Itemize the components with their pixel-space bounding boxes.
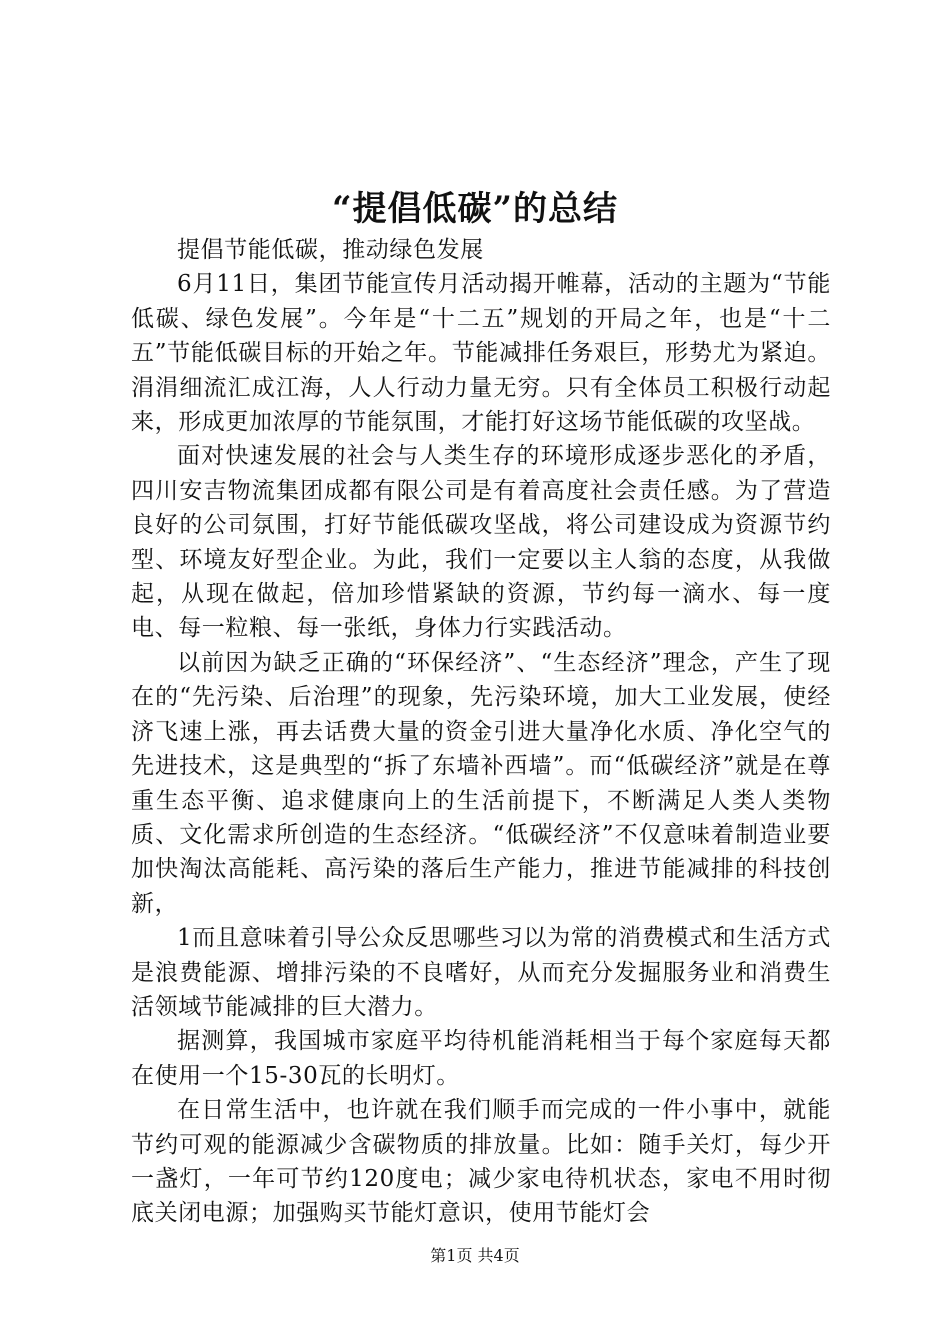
paragraph-campaign-launch: 6月11日，集团节能宣传月活动揭开帷幕，活动的主题为“节能低碳、绿色发展”。今年是“十二五”规划的开局之年，也是“十二五”节能低碳目标的开始之年。节能减排任务艰巨，形势尤为紧迫。涓涓细流汇成江海，人人行动力量无穷。只有全体员工积极行动起来，形成更加浓厚的节能氛围，才能打好这场节能低碳的攻坚战。 (131, 271, 831, 436)
paragraph-daily-life: 在日常生活中，也许就在我们顺手而完成的一件小事中，就能节约可观的能源减少含碳物质的排放量。比如：随手关灯，每少开一盏灯，一年可节约120度电；减少家电待机状态，家电不用时彻底关闭电源；加强购买节能灯意识，使用节能灯会 (131, 1097, 831, 1227)
document-title: “提倡低碳”的总结 (331, 189, 619, 229)
paragraph-low-carbon-economy: 以前因为缺乏正确的“环保经济”、“生态经济”理念，产生了现在的“先污染、后治理”的现象，先污染环境，加大工业发展，使经济飞速上涨，再去话费大量的资金引进大量净化水质、净化空气的先进技术，这是典型的“拆了东墙补西墙”。而“低碳经济”就是在尊重生态平衡、追求健康向上的生活前提下，不断满足人类人类物质、文化需求所创造的生态经济。“低碳经济”不仅意味着制造业要加快淘汰高能耗、高污染的落后生产能力，推进节能减排的科技创新， (131, 649, 831, 917)
document-body (131, 233, 831, 1231)
paragraph-subtitle: 提倡节能低碳，推动绿色发展 (177, 237, 484, 263)
paragraph-company-responsibility: 面对快速发展的社会与人类生存的环境形成逐步恶化的矛盾，四川安吉物流集团成都有限公司是有着高度社会责任感。为了营造良好的公司氛围，打好节能低碳攻坚战，将公司建设成为资源节约型、环境友好型企业。为此，我们一定要以主人翁的态度，从我做起，从现在做起，倍加珍惜紧缺的资源，节约每一滴水、每一度电、每一粒粮、每一张纸，身体力行实践活动。 (131, 443, 831, 642)
paragraph-consumption-habits: 1而且意味着引导公众反思哪些习以为常的消费模式和生活方式是浪费能源、增排污染的不良嗜好，从而充分发掘服务业和消费生活领域节能减排的巨大潜力。 (131, 925, 831, 1020)
paragraph-standby-power: 据测算，我国城市家庭平均待机能消耗相当于每个家庭每天都在使用一个15-30瓦的长明灯。 (131, 1028, 831, 1089)
page-number-footer: 第1页 共4页 (430, 1246, 520, 1265)
